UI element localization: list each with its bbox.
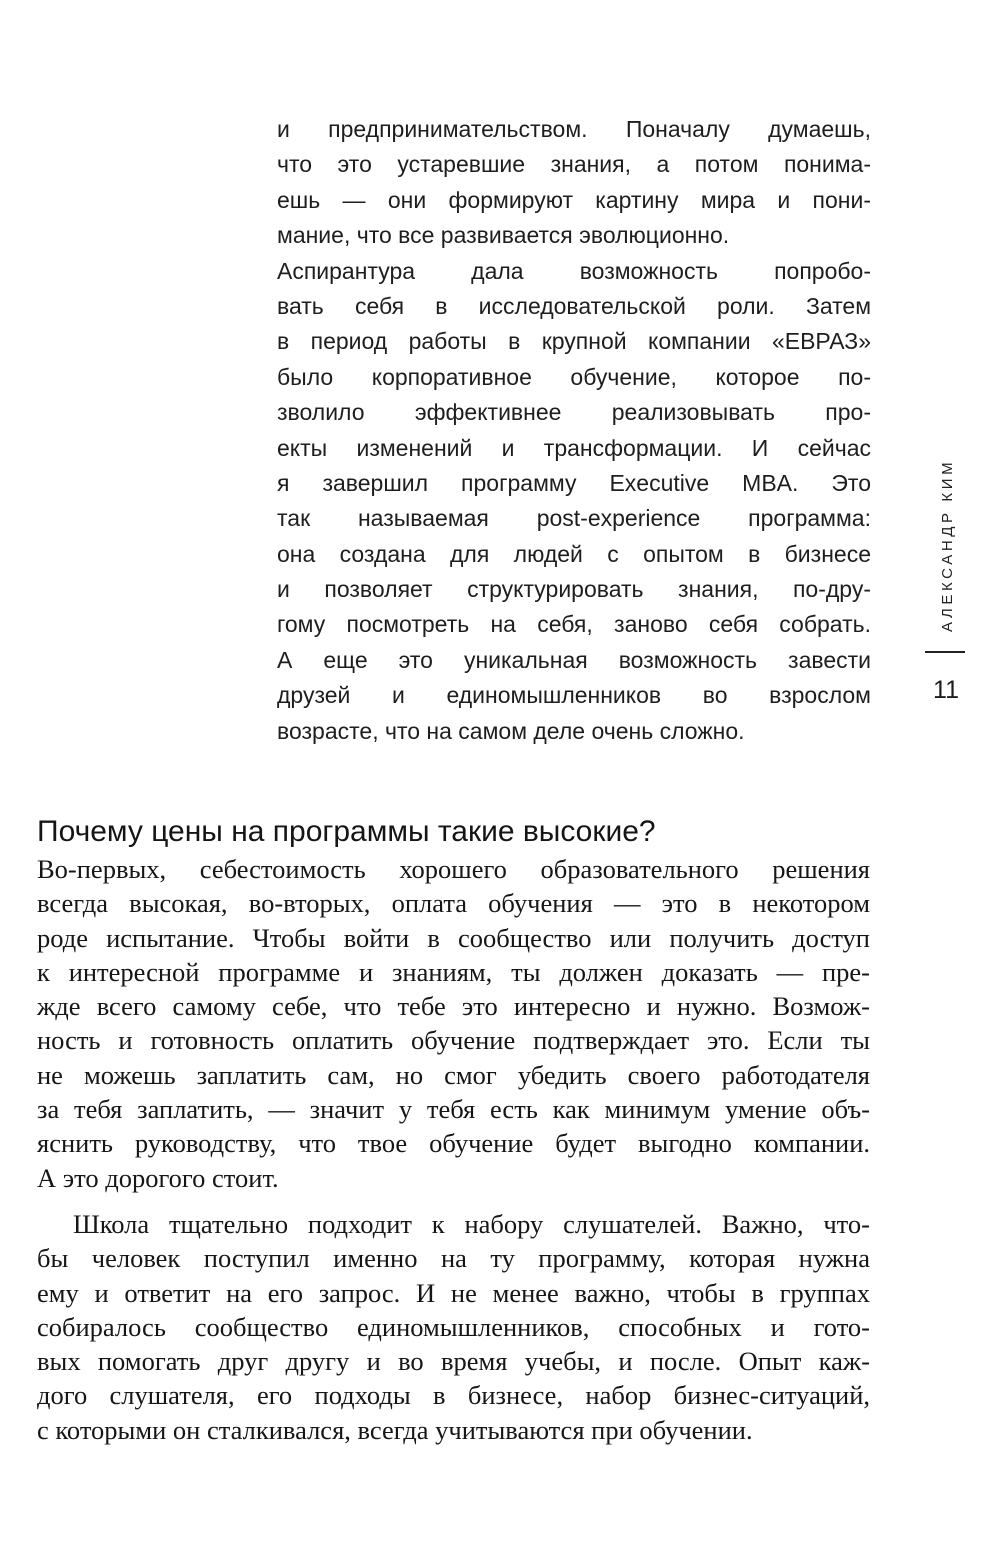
- paragraph-2-line: ему и ответит на его запрос. И не менее важно, чтобы в группах: [37, 1277, 870, 1308]
- paragraph-2-line: собиралось сообщество единомышленников, способных и гото-: [37, 1311, 870, 1342]
- quote-line: Аспирантура дала возможность попробо-: [277, 257, 871, 284]
- paragraph-2-line: дого слушателя, его подходы в бизнесе, набор бизнес-ситуаций,: [37, 1380, 870, 1411]
- section-heading: Почему цены на программы такие высокие?: [37, 815, 656, 848]
- quote-line: что это устаревшие знания, а потом понима-: [277, 151, 871, 178]
- quote-line: зволило эффективнее реализовывать про-: [277, 399, 871, 426]
- paragraph-1-line: не можешь заплатить сам, но смог убедить своего работодателя: [37, 1059, 870, 1090]
- page-number: 11: [933, 676, 959, 704]
- paragraph-1-line: А это дорогого стоит.: [37, 1162, 279, 1193]
- paragraph-2-line: Школа тщательно подходит к набору слушателей. Важно, что-: [73, 1208, 870, 1239]
- paragraph-1-line: жде всего самому себе, что тебе это интересно и нужно. Возмож-: [37, 991, 870, 1022]
- page-number-rule: [925, 651, 965, 653]
- paragraph-2-line: бы человек поступил именно на ту программу, которая нужна: [37, 1243, 870, 1274]
- paragraph-1-line: за тебя заплатить, — значит у тебя есть как минимум умение объ-: [37, 1094, 870, 1125]
- quote-line: и позволяет структурировать знания, по-дру-: [277, 576, 871, 603]
- quote-line: так называемая post-experience программа:: [277, 505, 871, 532]
- quote-line: в период работы в крупной компании «ЕВРАЗ»: [277, 328, 871, 355]
- section-body: [37, 852, 870, 1447]
- paragraph-1-line: яснить руководству, что твое обучение будет выгодно компании.: [37, 1128, 870, 1159]
- interview-quote-block: [277, 112, 871, 749]
- quote-line: А еще это уникальная возможность завести: [277, 646, 871, 673]
- running-head-author: АЛЕКСАНДР КИМ: [939, 458, 956, 632]
- quote-line: мание, что все развивается эволюционно.: [277, 222, 730, 249]
- quote-line: друзей и единомышленников во взрослом: [277, 682, 871, 709]
- quote-line: было корпоративное обучение, которое по-: [277, 363, 871, 390]
- quote-line: ешь — они формируют картину мира и пони-: [277, 186, 871, 213]
- paragraph-1-line: Во-первых, себестоимость хорошего образовательного решения: [37, 854, 870, 884]
- paragraph-1-line: всегда высокая, во-вторых, оплата обучения — это в некотором: [37, 888, 870, 919]
- quote-line: она создана для людей с опытом в бизнесе: [277, 540, 871, 567]
- quote-line: екты изменений и трансформации. И сейчас: [277, 434, 871, 461]
- quote-line: возрасте, что на самом деле очень сложно.: [277, 717, 745, 744]
- paragraph-2-line: с которыми он сталкивался, всегда учитываются при обучении.: [37, 1414, 753, 1445]
- paragraph-1-line: ность и готовность оплатить обучение подтверждает это. Если ты: [37, 1025, 870, 1056]
- quote-line: вать себя в исследовательской роли. Затем: [277, 292, 871, 319]
- quote-line: гому посмотреть на себя, заново себя собрать.: [277, 611, 871, 638]
- quote-line: и предпринимательством. Поначалу думаешь,: [277, 116, 871, 142]
- quote-line: я завершил программу Executive MBA. Это: [277, 469, 871, 496]
- paragraph-1-line: к интересной программе и знаниям, ты должен доказать — пре-: [37, 956, 870, 987]
- paragraph-2-line: вых помогать друг другу и во время учебы, и после. Опыт каж-: [37, 1346, 870, 1377]
- paragraph-1-line: роде испытание. Чтобы войти в сообщество или получить доступ: [37, 922, 870, 953]
